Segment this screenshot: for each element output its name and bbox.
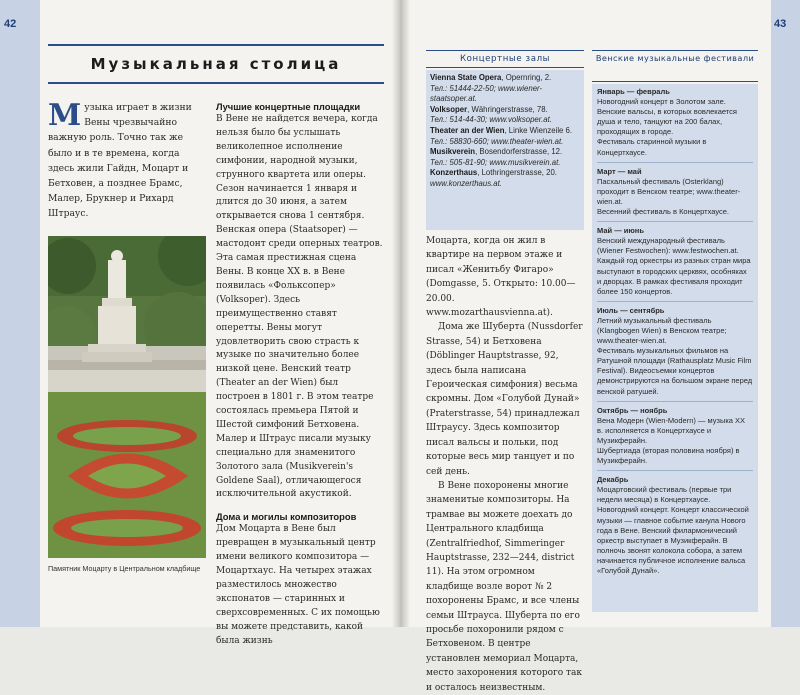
festival-item: Пасхальный фестиваль (Osterklang) проходит в Венском театре; www.theater-wien.at.	[597, 176, 741, 206]
cemetery-paragraph: В Вене похоронены многие знаменитые композиторы. На трамвае вы можете доехать до Центрального кладбища (Zentralfriedhof, Simmeringer Hauptstrasse, 232—244, district 11). На этом огромном кладбище возле ворот № 2 похоронены Брамс, и все члены семьи Штрауса. Шуберта по его просьбе похоронили рядом с Бетховеном. В центре установлен мемориал Моцарта, место захоронения которого так и осталось неизвестным.	[426, 480, 583, 693]
venue-item: Vienna State Opera, Opernring, 2. Тел.: 51444-22-50; www.wiener-staatsoper.at.	[430, 73, 552, 104]
festivals-box	[592, 84, 758, 612]
festival-item: Моцартовский фестиваль (первые три недели месяца) в Концертхаусе.	[597, 485, 732, 505]
festival-item: Каждый год оркестры из разных стран мира выступают в городских церквях, особняках и дворцах. В рамках фестиваля проходит более 150 концертов.	[597, 256, 751, 296]
right-text-column	[426, 234, 584, 695]
festivals-heading: Венские музыкальные фестивали	[592, 50, 758, 82]
festival-item: Шубертиада (вторая половина ноября) в Музикферайн.	[597, 446, 740, 466]
festival-item: Фестиваль старинной музыки в Концертхаусе.	[597, 137, 707, 157]
festival-month: Январь — февраль	[597, 87, 670, 96]
heading-best-venues: Лучшие концертные площадки	[216, 101, 361, 112]
composer-homes-paragraph: Дом Моцарта в Вене был превращен в музыкальный центр имени великого композитора — Моцартхаус. На четырех этажах разместилось множество экспонатов — старинных и сверхсовременных. С их помощью вы можете представить, какой была жизнь	[216, 524, 380, 646]
venue-item: Konzerthaus, Lothringerstrasse, 20. www.konzerthaus.at.	[430, 168, 557, 188]
festival-divider	[597, 401, 753, 402]
page-number-left: 42	[4, 18, 17, 30]
festival-item: Новогодний концерт в Золотом зале.	[597, 97, 726, 107]
festival-item: Новогодний концерт. Концерт классической музыки — главное событие канула Нового года в Вене. Венский филармонический оркестр выступает в Музикферайн. В полночь звонят колокола собора, а затем начинается публичное исполнение вальса «Голубой Дунай».	[597, 505, 749, 576]
schubert-beethoven-paragraph: Дома же Шуберта (Nussdorfer Strasse, 54) и Бетховена (Döblinger Hauptstrasse, 92, здесь была написана Героическая симфония) весьма скромны. Дом «Голубой Дунай» (Praterstrasse, 54) принадлежал Штраусу. Здесь композитор писал вальсы и польки, под которые весь мир танцует и по сей день.	[426, 322, 583, 477]
festival-item: Венские вальсы, в которых вовлекается душа и тело, танцуют на 200 балах, проходящих в городе.	[597, 107, 737, 137]
festival-divider	[597, 221, 753, 222]
page-number-right: 43	[774, 18, 787, 30]
concert-halls-box	[426, 70, 584, 230]
chapter-title: Музыкальная столица	[90, 55, 342, 73]
left-edge-band	[0, 0, 40, 627]
festival-month: Июль — сентябрь	[597, 305, 665, 315]
venue-item: Theater an der Wien, Linke Wienzeile 6. Тел.: 58830-660; www.theater-wien.at.	[430, 125, 573, 146]
festival-item: Фестиваль музыкальных фильмов на Ратушной площади (Rathausplatz Music Film Festival). Видеосъемки концертов демонстрируются на большом экране перед венской ратушей.	[597, 346, 753, 396]
festival-month: Март — май	[597, 166, 642, 176]
photo-caption: Памятник Моцарту в Центральном кладбище	[48, 564, 201, 573]
festival-divider	[597, 162, 753, 163]
venues-paragraph: В Вене не найдется вечера, когда нельзя было бы услышать великолепное исполнение симфонии, народной музыки, струнного квартета или оперы. Сезон начинается 1 января и длится до 30 июня, а затем открывается снова 1 сентября. Венская опера (Staatsoper) — мастодонт среди оперных театров. Эта самая престижная сцена Вены. В конце XX в. в Вене появилась «Фольксопер» (Volksoper). Здесь преимущественно ставят оперетты. Вены могут удовлетворить свою страсть к музыке по значительно более низкой цене. Венский театр (Theater an der Wien) был построен в 1801 г. В этом театре состоялась премьера Пятой и Шестой симфоний Бетховена. Малер и Штраус писали музыку специально для знаменитого Золотого зала (Musikverein's Goldene Saal), отличающегося исключительной акустикой.	[216, 114, 383, 500]
chapter-title-box	[48, 44, 384, 84]
festival-month: Май — июнь	[597, 226, 644, 236]
venue-item: Musikverein, Bosendorferstrasse, 12. Тел.: 505-81-90; www.musikverein.at.	[430, 147, 563, 167]
festival-item: Весенний фестиваль в Концертхаусе.	[597, 207, 729, 217]
mozart-monument-photo	[48, 236, 206, 558]
festival-item: Венский международный фестиваль (Wiener Festwochen): www.festwochen.at.	[597, 236, 739, 256]
festival-divider	[597, 470, 753, 471]
drop-cap: М	[48, 98, 82, 133]
festival-item: Летний музыкальный фестиваль (Klangbogen Wien) в Венском театре; www.theater-wien.at.	[597, 315, 727, 346]
concert-halls-heading: Концертные залы	[426, 50, 584, 68]
festival-divider	[597, 301, 753, 302]
festival-item: Вена Модерн (Wien-Modern) — музыка XX в. исполняется в Концертхаусе и Музикферайн.	[597, 415, 746, 445]
middle-column	[216, 100, 384, 649]
festival-month: Октябрь — ноябрь	[597, 405, 668, 415]
festival-month: Декабрь	[597, 475, 629, 485]
intro-text: узыка играет в жизни Вены чрезвычайно важную роль. Точно так же было и в те времена, когда здесь жили Гайдн, Моцарт и Бетховен, а позднее Брамс, Малер, Брукнер и Рихард Штраус.	[48, 102, 192, 220]
right-edge-band	[771, 0, 800, 627]
intro-paragraph	[48, 100, 206, 222]
book-gutter	[392, 0, 410, 627]
mozart-monument-image	[48, 236, 206, 558]
venue-item: Volksoper, Währingerstrasse, 78. Тел.: 514-44-30; www.volksoper.at.	[430, 104, 552, 125]
mozart-house-paragraph: Моцарта, когда он жил в квартире на первом этаже и писал «Женитьбу Фигаро» (Domgasse, 5. Открыто: 10.00—20.00. www.mozarthausvienna.at).	[426, 236, 576, 319]
heading-composer-homes: Дома и могилы композиторов	[216, 511, 357, 523]
